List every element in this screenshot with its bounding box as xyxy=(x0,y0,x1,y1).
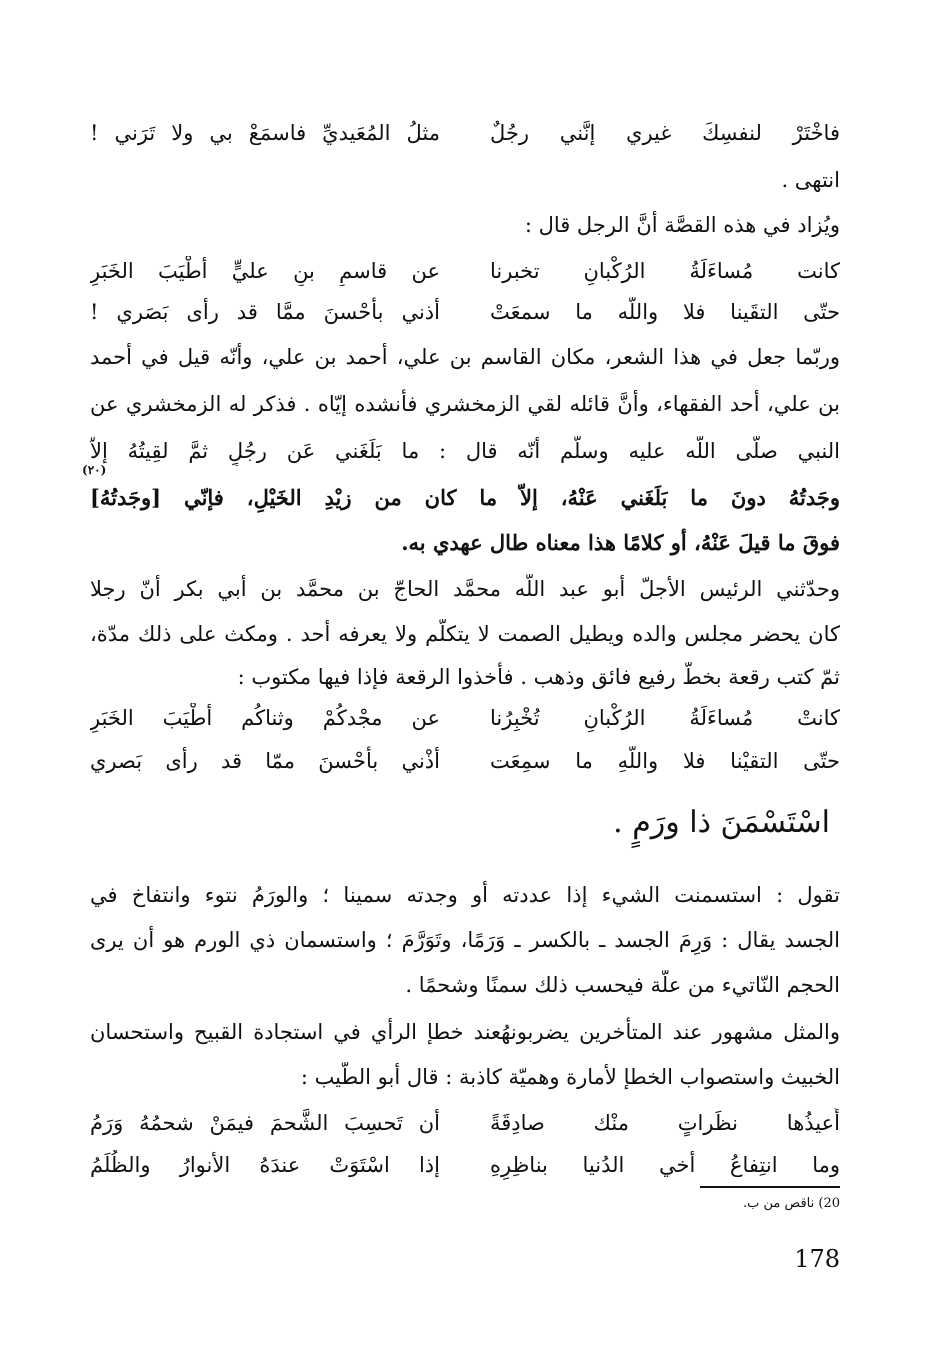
paragraph-line: والمثل مشهور عند المتأخرين يضربونهُعند خطإ الرأي في استجادة القبيح واستحسان xyxy=(90,1020,840,1044)
verse-line xyxy=(90,703,840,733)
verse-hemistich-right: وما انتِفاعُ أخي الدُنيا بناظِرِهِ xyxy=(490,1153,840,1177)
verse-hemistich-left: مثلُ المُعَيديِّ فاسمَعْ بي ولا تَرَني ! xyxy=(90,121,440,145)
text-line: انتهى . xyxy=(781,168,840,192)
proverb-heading: اسْتَسْمَنَ ذا ورَمٍ . xyxy=(613,805,830,840)
footnote-marker: (٢٠) xyxy=(82,463,107,477)
paragraph-line: وربّما جعل في هذا الشعر، مكان القاسم بن علي، أحمد بن علي، وأنّه قيل في أحمد xyxy=(90,345,840,369)
verse-line xyxy=(90,1150,840,1180)
paragraph-line: تقول : استسمنت الشيء إذا عددته أو وجدته سمينا ؛ والورَمُ نتوء وانتفاخ في xyxy=(90,883,840,907)
verse-hemistich-left: عن مجْدكُمْ وثناكُم أطْيَبَ الخَبَرِ xyxy=(90,706,440,730)
paragraph-line: وجَدتُهُ دونَ ما بَلَغَني عَنْهُ، إلاّ ما كان من زيْدِ الخَيْلِ، فإنّي [وجَدتُهُ] xyxy=(90,485,840,510)
verse-hemistich-right: حتّى التقَينا فلا واللّه ما سمعَتْ xyxy=(490,300,840,324)
verse-line xyxy=(90,256,840,286)
verse-hemistich-left: عن قاسمِ بنِ عليٍّ أطْيَبَ الخَبَرِ xyxy=(90,259,440,283)
verse-hemistich-right: أُعيذُها نظَراتٍ منْك صادِقَةً xyxy=(490,1111,840,1135)
verse-hemistich-left: إذا اسْتَوَتْ عندَهُ الأنوارُ والظُلَمُ xyxy=(90,1153,440,1177)
verse-line xyxy=(90,297,840,327)
paragraph-line: الخبيث واستصواب الخطإ لأمارة وهميّة كاذبة : قال أبو الطّيب : xyxy=(300,1065,840,1089)
paragraph-line: الجسد يقال : وَرِمَ الجسد ـ بالكسر ـ وَرَمًا، وتَوَرَّمَ ؛ واستسمان ذي الورم هو أن يرى xyxy=(90,928,840,952)
paragraph-line: النبي صلّى اللّه عليه وسلّم أنّه قال : ما بَلَغَني عَن رجُلٍ ثمَّ لقِيتُهُ إلاّ xyxy=(90,439,840,463)
verse-hemistich-left: أذني بأحْسنَ ممَّا قد رأى بَصَري ! xyxy=(90,300,440,324)
paragraph-line: كان يحضر مجلس والده ويطيل الصمت لا يتكلّم ولا يعرفه أحد . ومكث على ذلك مدّة، xyxy=(90,622,840,646)
paragraph-line: وحدّثني الرئيس الأجلّ أبو عبد اللّه محمَّد الحاجّ بن محمَّد بن أبي بكر أنّ رجلا xyxy=(90,577,840,601)
paragraph-line: فوقَ ما قيلَ عَنْهُ، أو كلامًا هذا معناه طال عهدي به. xyxy=(401,530,840,555)
verse-hemistich-right: كانتْ مُساءَلَةُ الرُكْبانِ تُخْبِرُنا xyxy=(490,706,840,730)
page-number: 178 xyxy=(794,1245,840,1273)
footnote: 20) ناقص من ب. xyxy=(743,1196,840,1211)
verse-hemistich-left: أن تَحسِبَ الشَّحمَ فيمَنْ شحمُهُ وَرَمُ xyxy=(90,1111,440,1135)
paragraph-line: بن علي، أحد الفقهاء، وأنَّ قائله لقي الزمخشري فأنشده إيّاه . فذكر له الزمخشري عن xyxy=(90,392,840,416)
paragraph-line: ثمّ كتب رقعة بخطّ رفيع فائق وذهب . فأخذوا الرقعة فإذا فيها مكتوب : xyxy=(237,665,840,689)
verse-hemistich-right: حتّى التقيْنا فلا واللّهِ ما سمِعَت xyxy=(490,749,840,773)
text-line: ويُزاد في هذه القصَّة أنَّ الرجل قال : xyxy=(524,213,840,237)
verse-line xyxy=(90,1108,840,1138)
verse-hemistich-right: فاخْتَرْ لنفسِكَ غيري إنَّني رجُلٌ xyxy=(490,121,840,145)
verse-hemistich-right: كانت مُساءَلَةُ الرُكْبانِ تخبرنا xyxy=(490,259,840,283)
verse-line xyxy=(90,746,840,776)
verse-hemistich-left: أذْني بأحْسنَ ممّا قد رأى بَصري xyxy=(90,749,440,773)
verse-line xyxy=(90,118,840,148)
footnote-divider xyxy=(700,1186,840,1188)
paragraph-line: الحجم النّاتيء من علّة فيحسب ذلك سمنًا وشحمًا . xyxy=(405,973,840,997)
